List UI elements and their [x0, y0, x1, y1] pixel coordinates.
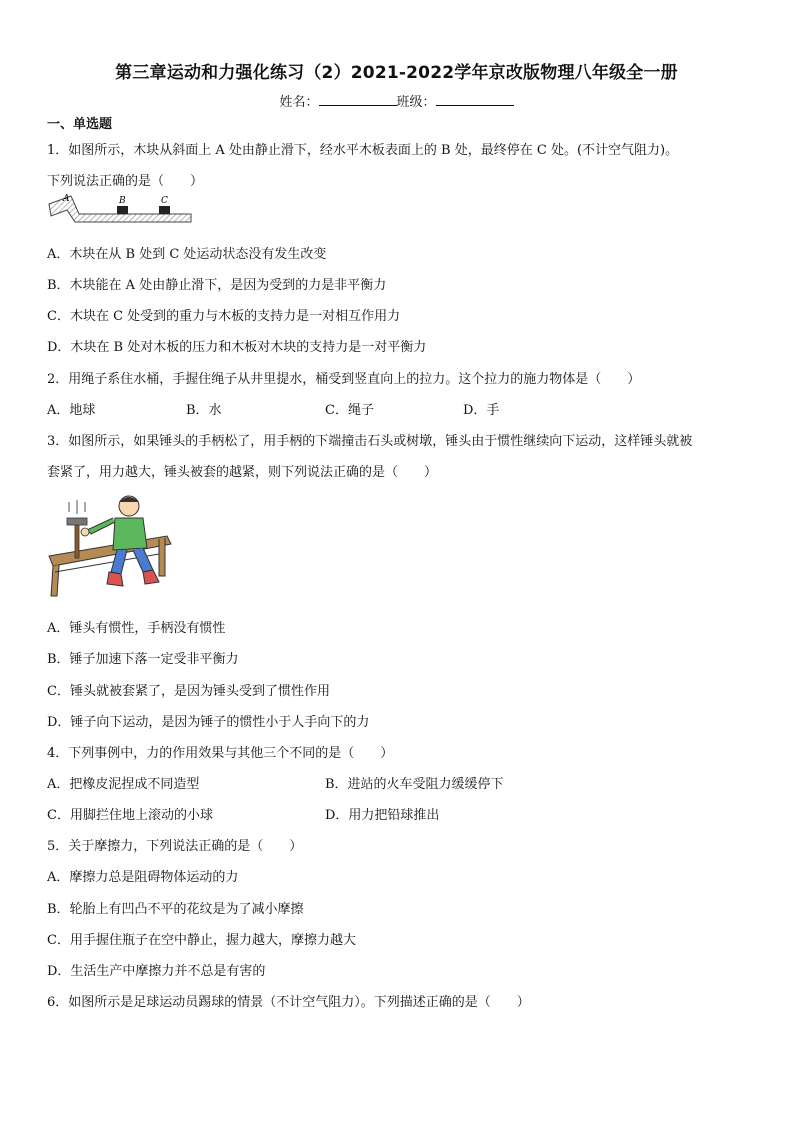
label-c: C	[161, 196, 168, 206]
name-class-line	[0, 91, 793, 110]
bench-leg-right	[159, 538, 165, 576]
q2-option-b: B．水	[186, 403, 222, 418]
q4-stem: 4．下列事例中，力的作用效果与其他三个不同的是（ ）	[47, 746, 394, 761]
q5-option-b: B．轮胎上有凹凸不平的花纹是为了减小摩擦	[47, 902, 304, 917]
bench-leg-left	[51, 565, 59, 596]
name-blank	[319, 94, 397, 106]
q3-hammer-figure	[47, 492, 173, 600]
hammer-head-icon	[67, 518, 87, 525]
q5-option-d: D．生活生产中摩擦力并不总是有害的	[47, 964, 266, 979]
q3-option-d: D．锤子向下运动，是因为锤子的惯性小于人手向下的力	[47, 715, 370, 730]
q3-stem-line1: 3．如图所示，如果锤头的手柄松了，用手柄的下端撞击石头或树墩，锤头由于惯性继续向下运动，这样锤头就被	[47, 434, 693, 449]
label-a: A	[63, 194, 70, 204]
hammer-handle	[75, 524, 79, 558]
q5-option-a: A．摩擦力总是阻碍物体运动的力	[47, 870, 239, 885]
q3-option-a: A．锤头有惯性，手柄没有惯性	[47, 621, 226, 636]
q3-stem-line2: 套紧了，用力越大，锤头被套的越紧，则下列说法正确的是（ ）	[47, 465, 438, 480]
block-b	[117, 206, 128, 214]
q2-option-c: C．绳子	[325, 403, 374, 418]
label-b: B	[119, 196, 126, 206]
person-shirt	[113, 518, 147, 550]
q5-option-c: C．用手握住瓶子在空中静止，握力越大，摩擦力越大	[47, 933, 356, 948]
q1-option-a: A．木块在从 B 处到 C 处运动状态没有发生改变	[47, 247, 327, 262]
q1-option-b: B．木块能在 A 处由静止滑下，是因为受到的力是非平衡力	[47, 278, 387, 293]
class-label: 班级：	[396, 95, 436, 110]
q4-option-a: A．把橡皮泥捏成不同造型	[47, 777, 200, 792]
q3-option-c: C．锤头就被套紧了，是因为锤头受到了惯性作用	[47, 684, 330, 699]
person-shoe-left	[107, 572, 123, 586]
q1-incline-figure	[47, 190, 193, 236]
q6-stem: 6．如图所示是足球运动员踢球的情景（不计空气阻力）。下列描述正确的是（ ）	[47, 995, 530, 1010]
q2-stem: 2．用绳子系住水桶，手握住绳子从井里提水，桶受到竖直向上的拉力。这个拉力的施力物体是（ ）	[47, 372, 641, 387]
class-blank	[436, 94, 514, 106]
q2-option-d: D．手	[463, 403, 500, 418]
q2-option-a: A．地球	[47, 403, 96, 418]
section-title: 一、单选题	[47, 117, 113, 132]
q1-option-c: C．木块在 C 处受到的重力与木板的支持力是一对相互作用力	[47, 309, 401, 324]
name-label: 姓名：	[279, 95, 319, 110]
q4-option-d: D．用力把铅球推出	[325, 808, 440, 823]
q1-stem-line2: 下列说法正确的是（ ）	[47, 174, 204, 189]
person-shoe-right	[143, 570, 159, 584]
q4-option-b: B．进站的火车受阻力缓缓停下	[325, 777, 504, 792]
q3-option-b: B．锤子加速下落一定受非平衡力	[47, 652, 239, 667]
q5-stem: 5．关于摩擦力，下列说法正确的是（ ）	[47, 839, 303, 854]
page-title: 第三章运动和力强化练习（2）2021-2022学年京改版物理八年级全一册	[115, 63, 678, 83]
bench-top	[49, 536, 171, 566]
q1-stem-line1: 1．如图所示，木块从斜面上 A 处由静止滑下，经水平木板表面上的 B 处，最终停在 C 处。(不计空气阻力)。	[47, 143, 679, 158]
q4-option-c: C．用脚拦住地上滚动的小球	[47, 808, 213, 823]
block-c	[159, 206, 170, 214]
q1-option-d: D．木块在 B 处对木板的压力和木板对木块的支持力是一对平衡力	[47, 340, 427, 355]
